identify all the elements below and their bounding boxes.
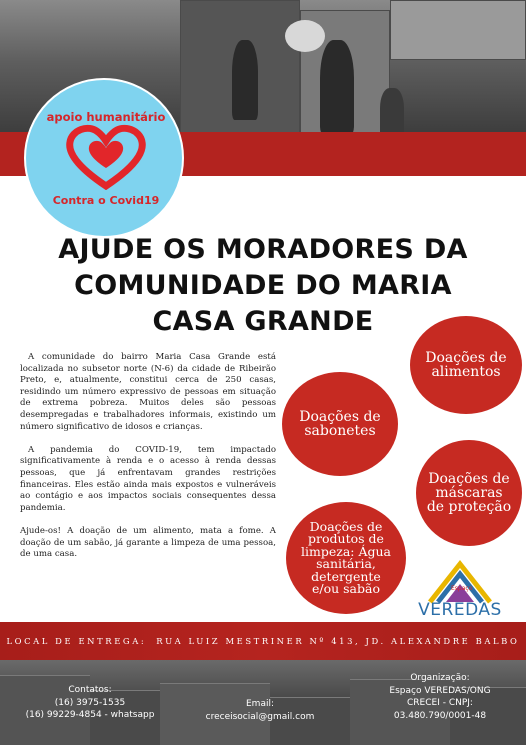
contact-email: creceisocial@gmail.com [205,711,315,722]
veredas-small-label: Espaço [451,585,473,592]
organization-cnpj: 03.480.790/0001-48 [393,710,487,721]
organization-name: Espaço VEREDAS/ONG [389,685,491,696]
delivery-location-bar [0,622,526,660]
badge-cleaning-donations: Doações de produtos de limpeza: Água sanitária, detergente e/ou sabão [286,502,406,614]
logo-top-text: apoio humanitário [46,110,166,124]
description-text [20,352,276,572]
veredas-name: VEREDAS [418,600,502,620]
badge-mask-donations: Doações de máscaras de proteção [416,440,522,546]
logo-bottom-text: Contra o Covid19 [52,194,160,207]
paragraph-community: A comunidade do bairro Maria Casa Grande está localizada no subsetor norte (N-6) da cidade de Ribeirão Preto, e, atualmente, constitui cerca de 250 casas, residindo um número expressivo de pessoas em situação de extrema pobreza. Muitos deles são pessoas desempregadas e trabalhadores informais, existindo um número significativo de idosos e crianças. [20,352,276,432]
contact-whatsapp: (16) 99229-4854 - whatsapp [25,710,155,720]
heart-icon [66,124,146,190]
delivery-label: LOCAL DE ENTREGA: [6,636,147,646]
footer [0,660,526,745]
title-line-1: AJUDE OS MORADORES DA [58,234,468,265]
badge-food-donations: Doações de alimentos [410,316,522,414]
veredas-logo [410,558,510,628]
title-line-2: COMUNIDADE DO MARIA [74,270,452,301]
contacts-block [14,684,166,722]
contacts-title: Contatos: [68,685,112,695]
organization-line: CRECEI - CNPJ: [407,698,473,708]
contact-phone: (16) 3975-1535 [54,697,126,708]
email-title: Email: [245,699,274,709]
house-icon [410,558,510,604]
organization-block [360,672,520,722]
paragraph-call-to-action: Ajude-os! A doação de um alimento, mata a fome. A doação de um sabão, já garante a limpeza de uma pessoa, de uma casa. [20,525,276,560]
badge-soap-donations: Doações de sabonetes [282,372,398,476]
email-block [182,698,338,723]
title-line-3: CASA GRANDE [152,306,374,337]
delivery-address: RUA LUIZ MESTRINER Nº 413, JD. ALEXANDRE BALBO [156,636,520,646]
paragraph-pandemic: A pandemia do COVID-19, tem impactado significativamente à renda e o acesso à renda dessas pessoas, que já enfrentavam grandes restrições financeiras. Eles estão ainda mais expostos e vulneráveis ao contágio e aos impactos sociais consequentes dessa pandemia. [20,444,276,513]
campaign-logo [24,78,184,238]
organization-title: Organização: [410,673,470,683]
